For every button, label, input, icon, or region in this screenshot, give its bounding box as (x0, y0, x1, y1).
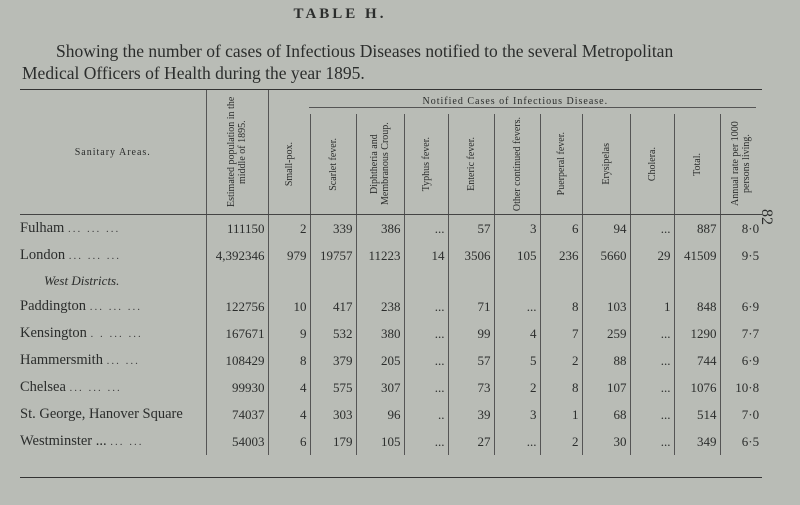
cell-cholera: ... (630, 215, 674, 243)
cell-total: 41509 (674, 242, 720, 269)
table-row (20, 215, 762, 243)
cell-smallpox: 4 (268, 374, 310, 401)
cell-smallpox: 6 (268, 428, 310, 455)
cell-population: 54003 (206, 428, 268, 455)
cell-erysipelas: 259 (582, 320, 630, 347)
table-row (20, 242, 762, 269)
cell-population: 111150 (206, 215, 268, 243)
cell-smallpox: 10 (268, 293, 310, 320)
cell-typhus: ... (404, 293, 448, 320)
cell-annual-rate: 6·5 (720, 428, 762, 455)
cell-population: 99930 (206, 374, 268, 401)
cell-typhus: ... (404, 320, 448, 347)
header-other-continued: Other continued fevers. (494, 114, 540, 215)
cell-other-continued: 2 (494, 374, 540, 401)
cell-annual-rate: 6·9 (720, 293, 762, 320)
header-sanitary-areas: Sanitary Areas. (20, 90, 206, 215)
row-area: London ... ... ... (20, 247, 121, 263)
header-enteric: Enteric fever. (448, 114, 494, 215)
cell-diphtheria: 11223 (356, 242, 404, 269)
row-area: Paddington ... ... ... (20, 298, 142, 314)
cell-scarlet: 19757 (310, 242, 356, 269)
cell-scarlet: 379 (310, 347, 356, 374)
cell-puerperal: 8 (540, 374, 582, 401)
header-annual-rate: Annual rate per 1000 persons living. (720, 114, 762, 215)
infectious-disease-table (20, 90, 762, 455)
header-typhus: Typhus fever. (404, 114, 448, 215)
table-row (20, 401, 762, 428)
row-area: St. George, Hanover Square (20, 406, 183, 422)
table-row (20, 374, 762, 401)
cell-total: 349 (674, 428, 720, 455)
header-scarlet: Scarlet fever. (310, 114, 356, 215)
cell-erysipelas: 88 (582, 347, 630, 374)
cell-scarlet: 532 (310, 320, 356, 347)
cell-enteric: 71 (448, 293, 494, 320)
cell-other-continued: ... (494, 293, 540, 320)
table-caption (22, 40, 770, 84)
cell-erysipelas: 103 (582, 293, 630, 320)
cell-diphtheria: 96 (356, 401, 404, 428)
cell-smallpox: 4 (268, 401, 310, 428)
cell-erysipelas: 5660 (582, 242, 630, 269)
cell-cholera: ... (630, 374, 674, 401)
cell-total: 1076 (674, 374, 720, 401)
cell-scarlet: 303 (310, 401, 356, 428)
cell-diphtheria: 238 (356, 293, 404, 320)
table-subheading-row (20, 269, 762, 293)
cell-annual-rate: 9·5 (720, 242, 762, 269)
cell-scarlet: 339 (310, 215, 356, 243)
cell-enteric: 57 (448, 347, 494, 374)
cell-typhus: 14 (404, 242, 448, 269)
row-area: Westminster ... ... ... (20, 433, 144, 449)
cell-population: 122756 (206, 293, 268, 320)
cell-cholera: ... (630, 428, 674, 455)
cell-enteric: 57 (448, 215, 494, 243)
table-row (20, 428, 762, 455)
cell-diphtheria: 307 (356, 374, 404, 401)
row-area: Kensington . . ... ... (20, 325, 143, 341)
row-area: Hammersmith ... ... (20, 352, 140, 368)
cell-erysipelas: 68 (582, 401, 630, 428)
cell-total: 744 (674, 347, 720, 374)
header-erysipelas: Erysipelas (582, 114, 630, 215)
cell-puerperal: 6 (540, 215, 582, 243)
cell-total: 1290 (674, 320, 720, 347)
cell-population: 74037 (206, 401, 268, 428)
cell-erysipelas: 107 (582, 374, 630, 401)
row-area: Fulham ... ... ... (20, 220, 121, 236)
cell-cholera: ... (630, 347, 674, 374)
header-diphtheria: Diphtheria and Membranous Croup. (356, 114, 404, 215)
table-row (20, 293, 762, 320)
cell-scarlet: 417 (310, 293, 356, 320)
cell-puerperal: 1 (540, 401, 582, 428)
table-title: TABLE H. (293, 6, 387, 22)
header-cholera: Cholera. (630, 114, 674, 215)
page-number: 82 (758, 209, 775, 225)
cell-puerperal: 2 (540, 347, 582, 374)
cell-typhus: ... (404, 215, 448, 243)
cell-cholera: 29 (630, 242, 674, 269)
cell-other-continued: ... (494, 428, 540, 455)
cell-annual-rate: 7·0 (720, 401, 762, 428)
table-row (20, 347, 762, 374)
table-bottom-rule (20, 477, 762, 478)
cell-typhus: ... (404, 428, 448, 455)
cell-enteric: 73 (448, 374, 494, 401)
caption-line-1: Showing the number of cases of Infectious Diseases notified to the several Metropolitan (56, 41, 674, 61)
cell-typhus: ... (404, 347, 448, 374)
cell-smallpox: 979 (268, 242, 310, 269)
cell-puerperal: 7 (540, 320, 582, 347)
cell-annual-rate: 6·9 (720, 347, 762, 374)
cell-other-continued: 4 (494, 320, 540, 347)
cell-diphtheria: 105 (356, 428, 404, 455)
cell-total: 848 (674, 293, 720, 320)
cell-diphtheria: 380 (356, 320, 404, 347)
header-smallpox: Small-pox. (268, 114, 310, 215)
header-notified-cases: Notified Cases of Infectious Disease. (268, 90, 762, 114)
cell-other-continued: 105 (494, 242, 540, 269)
cell-total: 514 (674, 401, 720, 428)
cell-puerperal: 236 (540, 242, 582, 269)
cell-diphtheria: 205 (356, 347, 404, 374)
cell-scarlet: 575 (310, 374, 356, 401)
cell-enteric: 27 (448, 428, 494, 455)
cell-annual-rate: 10·8 (720, 374, 762, 401)
cell-smallpox: 2 (268, 215, 310, 243)
table-row (20, 320, 762, 347)
row-area: Chelsea ... ... ... (20, 379, 122, 395)
cell-enteric: 39 (448, 401, 494, 428)
cell-other-continued: 3 (494, 215, 540, 243)
header-puerperal: Puerperal fever. (540, 114, 582, 215)
header-total: Total. (674, 114, 720, 215)
cell-total: 887 (674, 215, 720, 243)
cell-scarlet: 179 (310, 428, 356, 455)
cell-typhus: .. (404, 401, 448, 428)
cell-puerperal: 8 (540, 293, 582, 320)
cell-cholera: 1 (630, 293, 674, 320)
cell-enteric: 99 (448, 320, 494, 347)
cell-typhus: ... (404, 374, 448, 401)
cell-annual-rate: 7·7 (720, 320, 762, 347)
cell-smallpox: 8 (268, 347, 310, 374)
cell-cholera: ... (630, 320, 674, 347)
cell-puerperal: 2 (540, 428, 582, 455)
cell-population: 108429 (206, 347, 268, 374)
caption-line-2: Medical Officers of Health during the year 1895. (22, 63, 365, 83)
cell-enteric: 3506 (448, 242, 494, 269)
cell-diphtheria: 386 (356, 215, 404, 243)
cell-cholera: ... (630, 401, 674, 428)
header-population: Estimated population in the middle of 1895. (206, 90, 268, 215)
cell-erysipelas: 30 (582, 428, 630, 455)
cell-population: 167671 (206, 320, 268, 347)
cell-smallpox: 9 (268, 320, 310, 347)
cell-other-continued: 3 (494, 401, 540, 428)
cell-annual-rate: 8·0 (720, 215, 762, 243)
subheading-west-districts: West Districts. (44, 273, 120, 288)
cell-erysipelas: 94 (582, 215, 630, 243)
cell-population: 4,392346 (206, 242, 268, 269)
cell-other-continued: 5 (494, 347, 540, 374)
